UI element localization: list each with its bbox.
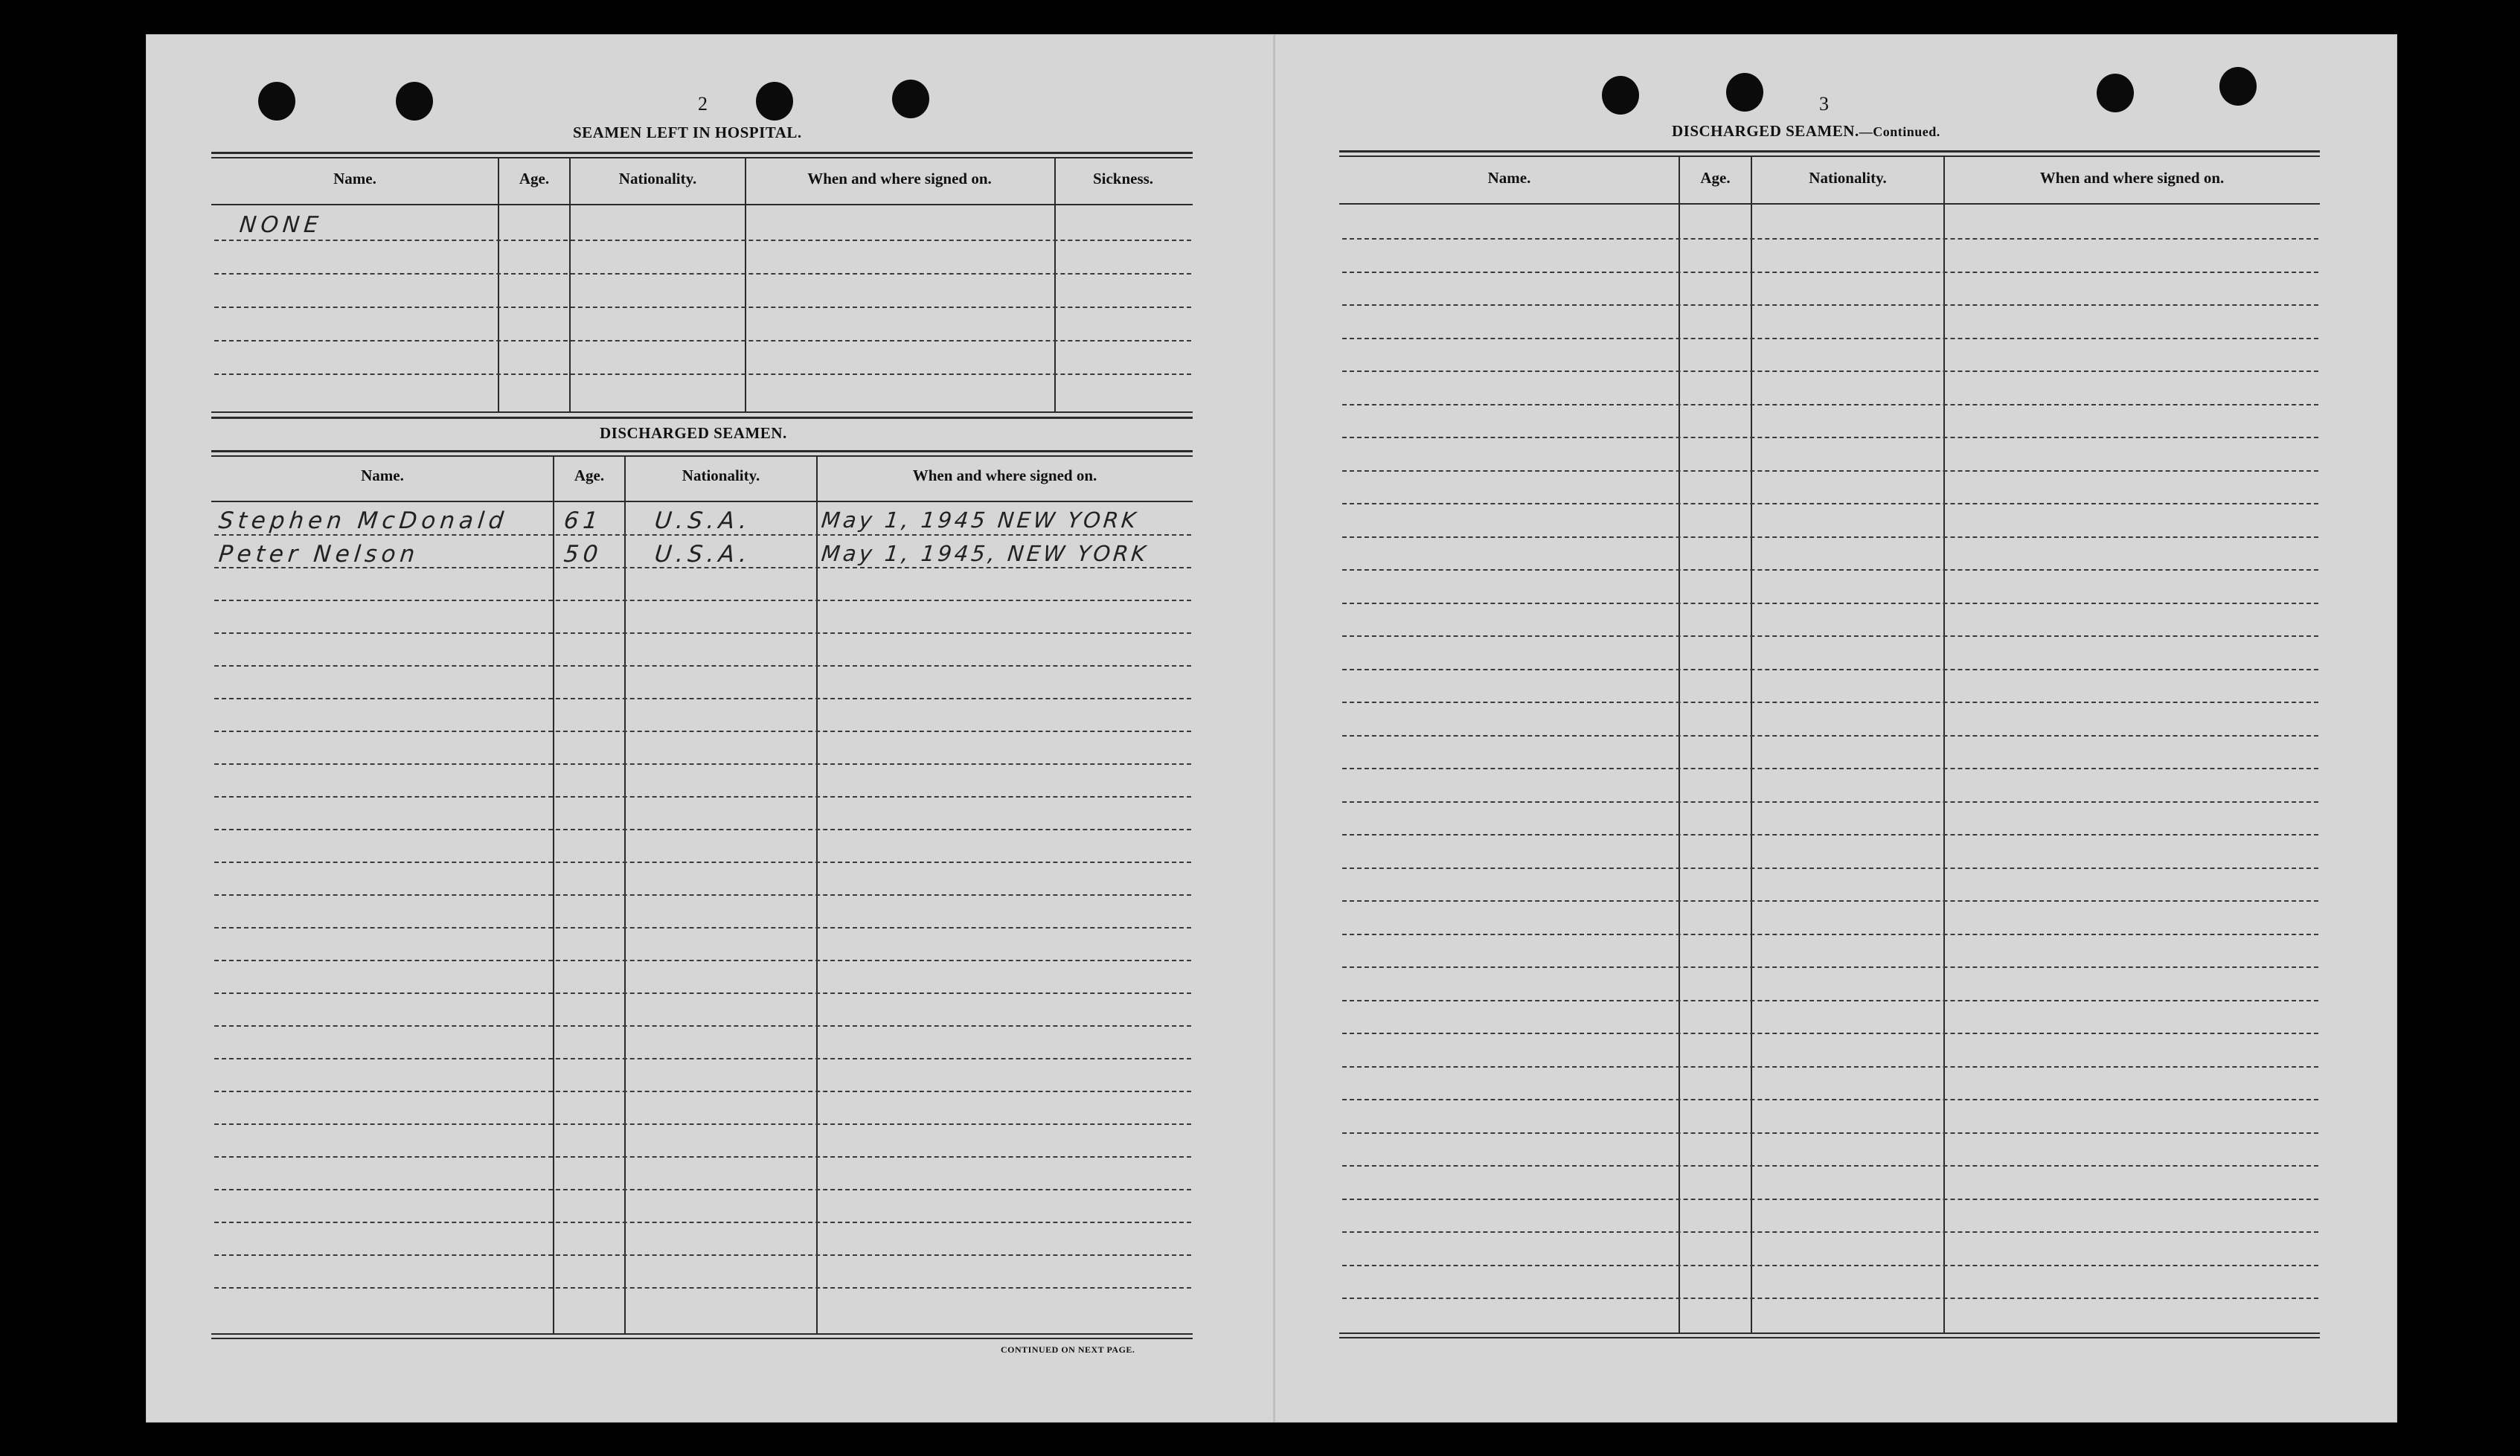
ruled-line	[214, 1189, 1191, 1190]
ruled-line	[214, 1156, 1191, 1158]
table-rule	[211, 455, 1193, 457]
ruled-line	[214, 1058, 1191, 1059]
ruled-line	[214, 960, 1191, 961]
continued-footer: CONTINUED ON NEXT PAGE.	[1001, 1344, 1135, 1355]
punch-hole	[892, 80, 929, 118]
ruled-line	[214, 665, 1191, 667]
discharged-continued-title	[1672, 122, 1940, 141]
ruled-line	[1342, 669, 2318, 670]
punch-hole	[2219, 67, 2257, 106]
ruled-line	[1342, 801, 2318, 803]
ruled-line	[214, 600, 1191, 601]
punch-hole	[258, 82, 295, 121]
ruled-line	[214, 829, 1191, 830]
column-divider	[816, 457, 818, 1335]
column-header-age: Age.	[1700, 169, 1731, 187]
punch-hole	[1726, 73, 1763, 112]
ruled-line	[214, 796, 1191, 798]
ruled-line	[1342, 1066, 2318, 1068]
ruled-line	[214, 273, 1191, 275]
column-divider	[553, 457, 554, 1335]
ruled-line	[1342, 1199, 2318, 1200]
ruled-line	[214, 632, 1191, 634]
column-divider	[1679, 157, 1680, 1332]
page-fold	[1274, 34, 1275, 1423]
table-rule	[211, 450, 1193, 452]
ruled-line	[1342, 966, 2318, 968]
ruled-line	[1342, 437, 2318, 438]
page-number-right: 3	[1819, 93, 1829, 115]
ruled-line	[1342, 503, 2318, 504]
page-number-left: 2	[698, 93, 708, 115]
hospital-entry: NONE	[238, 212, 324, 238]
column-header-signed-on: When and where signed on.	[2039, 169, 2225, 187]
ruled-line	[214, 1222, 1191, 1223]
punch-hole	[1602, 76, 1639, 115]
ruled-line	[1342, 1265, 2318, 1266]
ruled-line	[1342, 1000, 2318, 1001]
ruled-line	[214, 240, 1191, 241]
punch-hole	[756, 82, 793, 121]
column-header-nationality: Nationality.	[682, 466, 760, 484]
table-rule	[211, 1338, 1193, 1339]
ruled-line	[1342, 735, 2318, 737]
ruled-line	[1342, 900, 2318, 902]
table-rule	[1339, 155, 2320, 157]
column-header-nationality: Nationality.	[1809, 169, 1887, 187]
seaman-age: 50	[562, 541, 604, 568]
ruled-line	[214, 340, 1191, 341]
ruled-line	[1342, 304, 2318, 306]
ruled-line	[214, 862, 1191, 863]
ruled-line	[214, 534, 1191, 536]
punch-hole	[2097, 74, 2134, 112]
ruled-line	[1342, 768, 2318, 769]
table-rule	[211, 1333, 1193, 1335]
seaman-nationality: U.S.A.	[653, 541, 753, 568]
seaman-signed-on: May 1, 1945, NEW YORK	[820, 541, 1150, 566]
column-header-name: Name.	[361, 466, 404, 484]
ruled-line	[1342, 1033, 2318, 1034]
table-rule	[211, 157, 1193, 158]
column-header-name: Name.	[333, 170, 376, 187]
hospital-section-title: SEAMEN LEFT IN HOSPITAL.	[573, 124, 802, 141]
column-header-name: Name.	[1487, 169, 1531, 187]
ruled-line	[214, 1254, 1191, 1256]
table-rule	[211, 411, 1193, 413]
seaman-name: Stephen McDonald	[217, 507, 510, 534]
ruled-line	[1342, 371, 2318, 372]
table-rule	[1339, 150, 2320, 153]
column-header-age: Age.	[519, 170, 550, 187]
ruled-line	[1342, 272, 2318, 273]
left-page	[146, 34, 1274, 1423]
title-text: DISCHARGED SEAMEN.	[1672, 122, 1859, 140]
ruled-line	[214, 927, 1191, 929]
ruled-line	[1342, 834, 2318, 836]
discharged-section-title: DISCHARGED SEAMEN.	[600, 424, 787, 442]
seaman-age: 61	[562, 507, 604, 534]
ruled-line	[1342, 1298, 2318, 1299]
column-header-nationality: Nationality.	[618, 170, 697, 187]
ruled-line	[1342, 702, 2318, 703]
ruled-line	[1342, 867, 2318, 869]
ruled-line	[1342, 1132, 2318, 1134]
ruled-line	[1342, 569, 2318, 571]
column-divider	[624, 457, 626, 1335]
ruled-line	[1342, 934, 2318, 935]
table-rule	[1339, 1332, 2320, 1334]
ruled-line	[1342, 1231, 2318, 1233]
ruled-line	[214, 992, 1191, 994]
ruled-line	[1342, 404, 2318, 405]
title-suffix: —Continued.	[1859, 124, 1940, 139]
column-header-signed-on: When and where signed on.	[807, 170, 992, 187]
ruled-line	[1342, 1165, 2318, 1167]
ruled-line	[1342, 536, 2318, 538]
ruled-line	[1342, 603, 2318, 604]
ruled-line	[1342, 1099, 2318, 1100]
table-rule	[1339, 203, 2320, 205]
seaman-signed-on: May 1, 1945 NEW YORK	[820, 507, 1140, 533]
column-divider	[1751, 157, 1752, 1332]
seaman-name: Peter Nelson	[217, 541, 421, 568]
seaman-nationality: U.S.A.	[653, 507, 753, 534]
ruled-line	[214, 1287, 1191, 1289]
table-rule	[1339, 1337, 2320, 1338]
ruled-line	[214, 1091, 1191, 1092]
ruled-line	[214, 373, 1191, 375]
ruled-line	[214, 307, 1191, 308]
column-divider	[1943, 157, 1945, 1332]
table-rule	[211, 417, 1193, 419]
column-header-age: Age.	[574, 466, 605, 484]
ruled-line	[1342, 635, 2318, 637]
ruled-line	[1342, 238, 2318, 240]
ruled-line	[214, 1025, 1191, 1027]
ruled-line	[1342, 470, 2318, 472]
table-rule	[211, 152, 1193, 154]
ruled-line	[214, 763, 1191, 765]
ruled-line	[214, 731, 1191, 732]
ruled-line	[214, 698, 1191, 699]
table-rule	[211, 501, 1193, 502]
ruled-line	[214, 894, 1191, 896]
punch-hole	[396, 82, 433, 121]
column-header-sickness: Sickness.	[1092, 170, 1154, 187]
right-page	[1274, 34, 2397, 1423]
table-rule	[211, 204, 1193, 205]
ruled-line	[1342, 338, 2318, 339]
column-header-signed-on: When and where signed on.	[912, 466, 1097, 484]
ruled-line	[214, 1123, 1191, 1125]
